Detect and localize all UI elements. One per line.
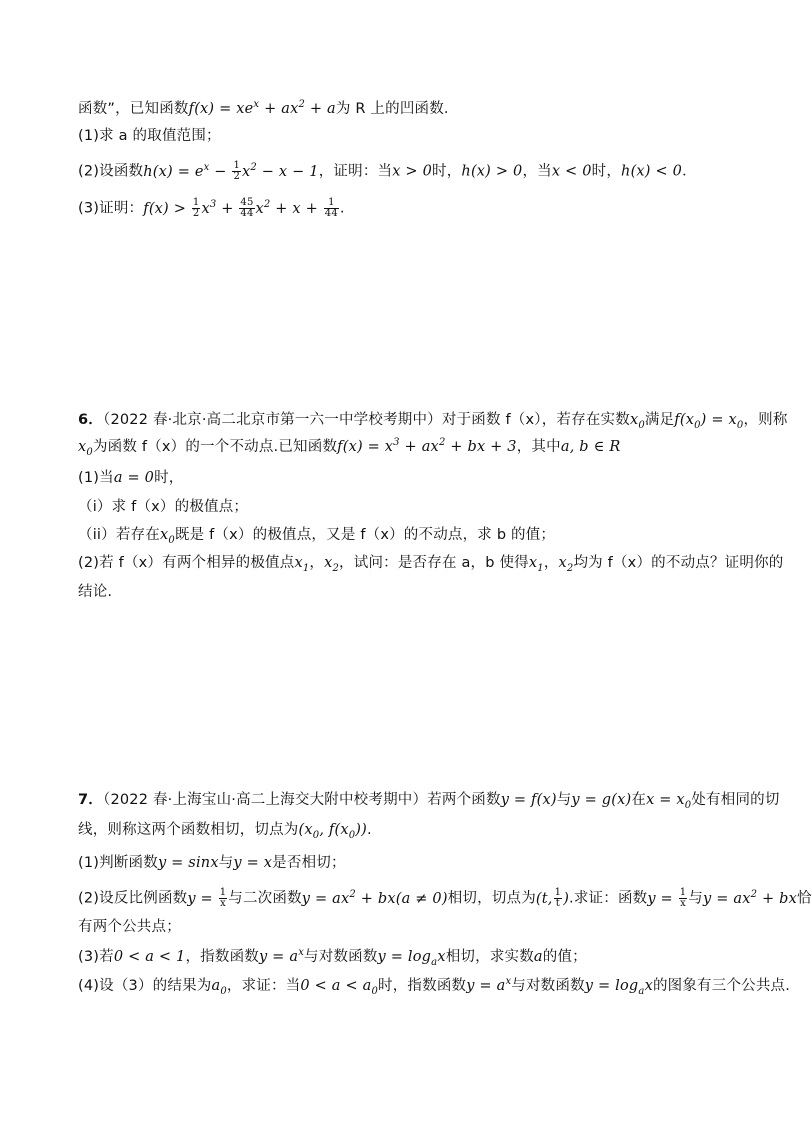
denominator: 2: [233, 171, 241, 182]
denominator: 44: [240, 208, 254, 219]
formula: [294, 555, 310, 574]
denominator: 44: [324, 208, 338, 219]
sub: 0: [371, 985, 379, 997]
fraction-1-x: [219, 888, 228, 909]
sup: x: [203, 161, 210, 173]
problem6-line1: [78, 410, 788, 431]
text: (2)设反比例函数: [78, 890, 188, 907]
formula-part: x = x: [646, 792, 685, 808]
sup: x: [253, 99, 260, 111]
fraction-1-t: [554, 888, 563, 909]
formula: [584, 978, 653, 997]
fraction-1-x: [679, 888, 688, 909]
text: 处有相同的切: [691, 792, 780, 808]
formula: [528, 555, 544, 574]
formula-h: $h(x) = e^x$ − $\frac{1}{2}$ $x^2 - x - 1$: [143, 160, 319, 182]
formula-part: y = a: [466, 978, 506, 994]
formula: [211, 978, 227, 997]
text: 为 R 上的凹函数．: [335, 101, 459, 117]
sup: 2: [750, 888, 758, 900]
numerator: 1: [192, 197, 200, 208]
problem-number: 7．: [78, 792, 103, 808]
problem7-line2: [78, 820, 754, 840]
text: 的图象有三个公共点.: [652, 978, 791, 994]
text: .: [367, 822, 372, 838]
formula: [377, 949, 446, 968]
text: ，: [543, 555, 559, 571]
formula-part: ): [563, 890, 570, 907]
text: 有两个公共点；: [78, 919, 181, 935]
formula-part: x: [437, 949, 446, 965]
text: (4)设（3）的结果为: [78, 978, 212, 994]
text: 与对数函数: [304, 949, 378, 965]
problem5-q2: [78, 161, 754, 182]
text: ．: [682, 163, 697, 180]
problem6-q1: [78, 468, 754, 488]
sub: 0: [348, 829, 356, 841]
sub: 0: [684, 799, 692, 811]
formula-tangent-point: [298, 822, 368, 841]
formula: y = x: [233, 855, 273, 871]
formula: y = f(x): [500, 792, 557, 808]
text: 为函数 f（x）的一个不动点.已知函数: [92, 439, 338, 455]
problem7-line1: [78, 790, 780, 811]
problem6-qi: [78, 497, 754, 517]
formula-part: ) = x: [700, 412, 737, 428]
formula: [466, 978, 511, 994]
formula-part: y = log: [584, 978, 639, 994]
formula: [646, 792, 692, 811]
formula-f-cubic: [337, 439, 517, 455]
formula-part: a: [211, 978, 221, 994]
problem7-q3: [78, 947, 754, 967]
formula-part: y = log: [377, 949, 432, 965]
sup: 2: [298, 99, 306, 111]
numerator: 1: [324, 198, 339, 209]
formula-part: x: [528, 555, 538, 571]
formula-part: x: [644, 978, 653, 994]
formula-part: y = a: [258, 949, 299, 965]
sup: 3: [209, 198, 217, 210]
problem5-intro: [78, 99, 754, 119]
formula-part: y = ax: [703, 890, 751, 907]
formula-part: + bx + 3: [445, 439, 517, 455]
text: (2)设函数: [78, 163, 144, 180]
text: 时，: [591, 163, 622, 180]
text: ，证明：当: [318, 163, 393, 180]
formula-f-convex: [189, 101, 336, 117]
text: 函数”，已知函数: [78, 101, 189, 117]
sub: a: [638, 985, 645, 997]
problem7-q4: [78, 976, 791, 997]
formula-part: + ax: [259, 101, 299, 117]
text: 与: [218, 855, 234, 871]
numerator: 1: [554, 887, 562, 898]
formula-part: x: [159, 527, 169, 543]
formula: h(x) > 0: [461, 163, 523, 180]
problem6-q2-line2: [78, 582, 754, 602]
formula: a, b ∈ R: [560, 439, 621, 455]
text: ，当: [522, 163, 552, 180]
text: 与二次函数: [228, 890, 302, 907]
text: 是否相切；: [272, 855, 346, 871]
formula-part: f(x) >: [143, 200, 187, 217]
formula: h(x) < 0: [621, 163, 683, 180]
text: (1)当: [78, 470, 114, 486]
formula: [300, 978, 379, 997]
sub: 2: [566, 562, 574, 574]
sub: 1: [302, 562, 310, 574]
problem6-line2: [78, 437, 754, 457]
sub: 0: [220, 985, 227, 997]
formula: [301, 888, 448, 907]
fraction-45-44: [239, 198, 254, 219]
formula: y = sinx: [157, 855, 219, 871]
formula-part: (t,: [535, 890, 553, 907]
problem-source: （2022 春·上海宝山·高二上海交大附中校考期中）: [103, 792, 428, 808]
formula-part: x: [255, 200, 264, 217]
fraction-1-44: [324, 198, 339, 219]
formula: 0 < a < 1: [113, 949, 186, 965]
formula-part: 0 < a < a: [300, 978, 372, 994]
numerator: 45: [240, 197, 254, 208]
formula: [558, 555, 574, 574]
denominator: x: [220, 898, 226, 909]
text: 既是 f（x）的极值点，又是 f（x）的不动点，求 b 的值；: [174, 527, 556, 543]
formula: [703, 888, 797, 907]
formula-part: )): [355, 822, 368, 838]
text: 相切，切点为: [447, 890, 536, 907]
formula-part: x: [629, 412, 639, 428]
text: (3)若: [78, 949, 114, 965]
fraction-half: [232, 161, 241, 182]
problem7-q2: [78, 887, 812, 909]
formula-part: f(x) = x: [337, 439, 394, 455]
formula-part: + ax: [399, 439, 439, 455]
denominator: t: [555, 898, 561, 909]
text: 满足: [644, 412, 675, 428]
formula: y = g(x): [571, 792, 632, 808]
formula: [647, 887, 688, 909]
problem-number: 6．: [78, 412, 103, 428]
text: 若两个函数: [427, 792, 501, 808]
formula-part: + x +: [270, 200, 318, 217]
sub: 0: [86, 446, 93, 458]
sup: 2: [263, 198, 271, 210]
text: .: [339, 200, 345, 217]
sup: 2: [250, 161, 257, 173]
text: 与: [556, 792, 572, 808]
text: ，求证：当: [226, 978, 301, 994]
text: .求证：函数: [569, 890, 648, 907]
numerator: 1: [679, 887, 687, 898]
problem5-q1: [78, 126, 754, 146]
formula-part: y =: [187, 890, 213, 907]
problem5-q3: [78, 198, 754, 219]
formula-part: f(x: [674, 412, 695, 428]
formula: [78, 439, 93, 458]
text: ，则称: [743, 412, 788, 428]
fraction-half: [192, 198, 201, 219]
text: 的值；: [542, 949, 587, 965]
formula: [629, 412, 645, 431]
sup: 3: [393, 437, 400, 449]
numerator: 1: [219, 887, 227, 898]
sup: 2: [438, 437, 446, 449]
formula-part: x: [201, 200, 210, 217]
sup: x: [505, 976, 512, 988]
sub: 0: [638, 419, 645, 431]
text: ，试问：是否存在 a，b 使得: [339, 555, 529, 571]
text: (1)判断函数: [78, 855, 158, 871]
formula-part: + a: [305, 101, 336, 117]
sub: 0: [694, 419, 701, 431]
text: ，: [309, 555, 325, 571]
text: (2)若 f（x）有两个相异的极值点: [78, 555, 295, 571]
formula: a = 0: [113, 470, 155, 486]
text: (3)证明：: [78, 200, 144, 217]
formula: a: [533, 949, 543, 965]
formula-part: x: [242, 163, 251, 180]
text: 时，指数函数: [378, 978, 467, 994]
sup: 2: [349, 888, 356, 900]
sub: 0: [736, 419, 744, 431]
formula-part: − x − 1: [256, 163, 319, 180]
text: 结论.: [78, 584, 113, 600]
formula: [324, 555, 340, 574]
text: 对于函数 f（x），若存在实数: [441, 412, 630, 428]
formula-part: + bx(a ≠ 0): [355, 890, 448, 907]
formula-part: +: [216, 200, 234, 217]
text: 时，: [154, 470, 184, 486]
formula-part: (x: [298, 822, 313, 838]
formula-part: x: [558, 555, 567, 571]
formula: [187, 887, 228, 909]
formula-inequality: [143, 197, 340, 219]
formula: [159, 527, 175, 546]
text: 恰: [796, 890, 812, 907]
formula: x > 0: [392, 163, 432, 180]
sub: 1: [537, 562, 544, 574]
problem-source: （2022 春·北京·高二北京市第一六一中学校考期中）: [103, 412, 442, 428]
denominator: x: [680, 898, 686, 909]
problem6-qii: [78, 525, 754, 545]
problem6-q2: [78, 553, 784, 574]
formula-part: x: [78, 439, 87, 455]
text: 相切，求实数: [445, 949, 534, 965]
text: (1)求 a 的取值范围；: [78, 128, 221, 144]
problem7-q2-line2: [78, 917, 754, 937]
formula-part: f(x) = xe: [188, 101, 254, 117]
text: 均为 f（x）的不动点？证明你的: [573, 555, 784, 571]
text: 在: [631, 792, 647, 808]
text: （i）求 f（x）的极值点；: [78, 499, 249, 515]
formula-part: h(x) = e: [143, 163, 204, 180]
text: （ii）若存在: [78, 527, 160, 543]
formula: [259, 949, 304, 965]
formula-part: , f(x: [319, 822, 349, 838]
formula-point: [535, 887, 570, 909]
formula-fixed-point: [674, 412, 744, 431]
sup: x: [298, 947, 305, 959]
sub: a: [431, 956, 438, 968]
text: 时，: [432, 163, 462, 180]
formula-part: y =: [647, 890, 673, 907]
text: 与对数函数: [511, 978, 585, 994]
formula-part: + bx: [757, 890, 797, 907]
problem7-q1: [78, 853, 754, 873]
numerator: 1: [233, 160, 241, 171]
text: 与: [688, 890, 703, 907]
text: ，其中: [516, 439, 561, 455]
sub: 0: [168, 534, 175, 546]
denominator: 2: [192, 208, 200, 219]
sub: 2: [332, 562, 340, 574]
sub: 0: [312, 829, 320, 841]
formula-part: y = ax: [301, 890, 350, 907]
formula: x < 0: [551, 163, 592, 180]
text: ，指数函数: [185, 949, 259, 965]
text: 线，则称这两个函数相切，切点为: [78, 822, 299, 838]
formula-part: x: [324, 555, 333, 571]
formula-part: x: [294, 555, 303, 571]
